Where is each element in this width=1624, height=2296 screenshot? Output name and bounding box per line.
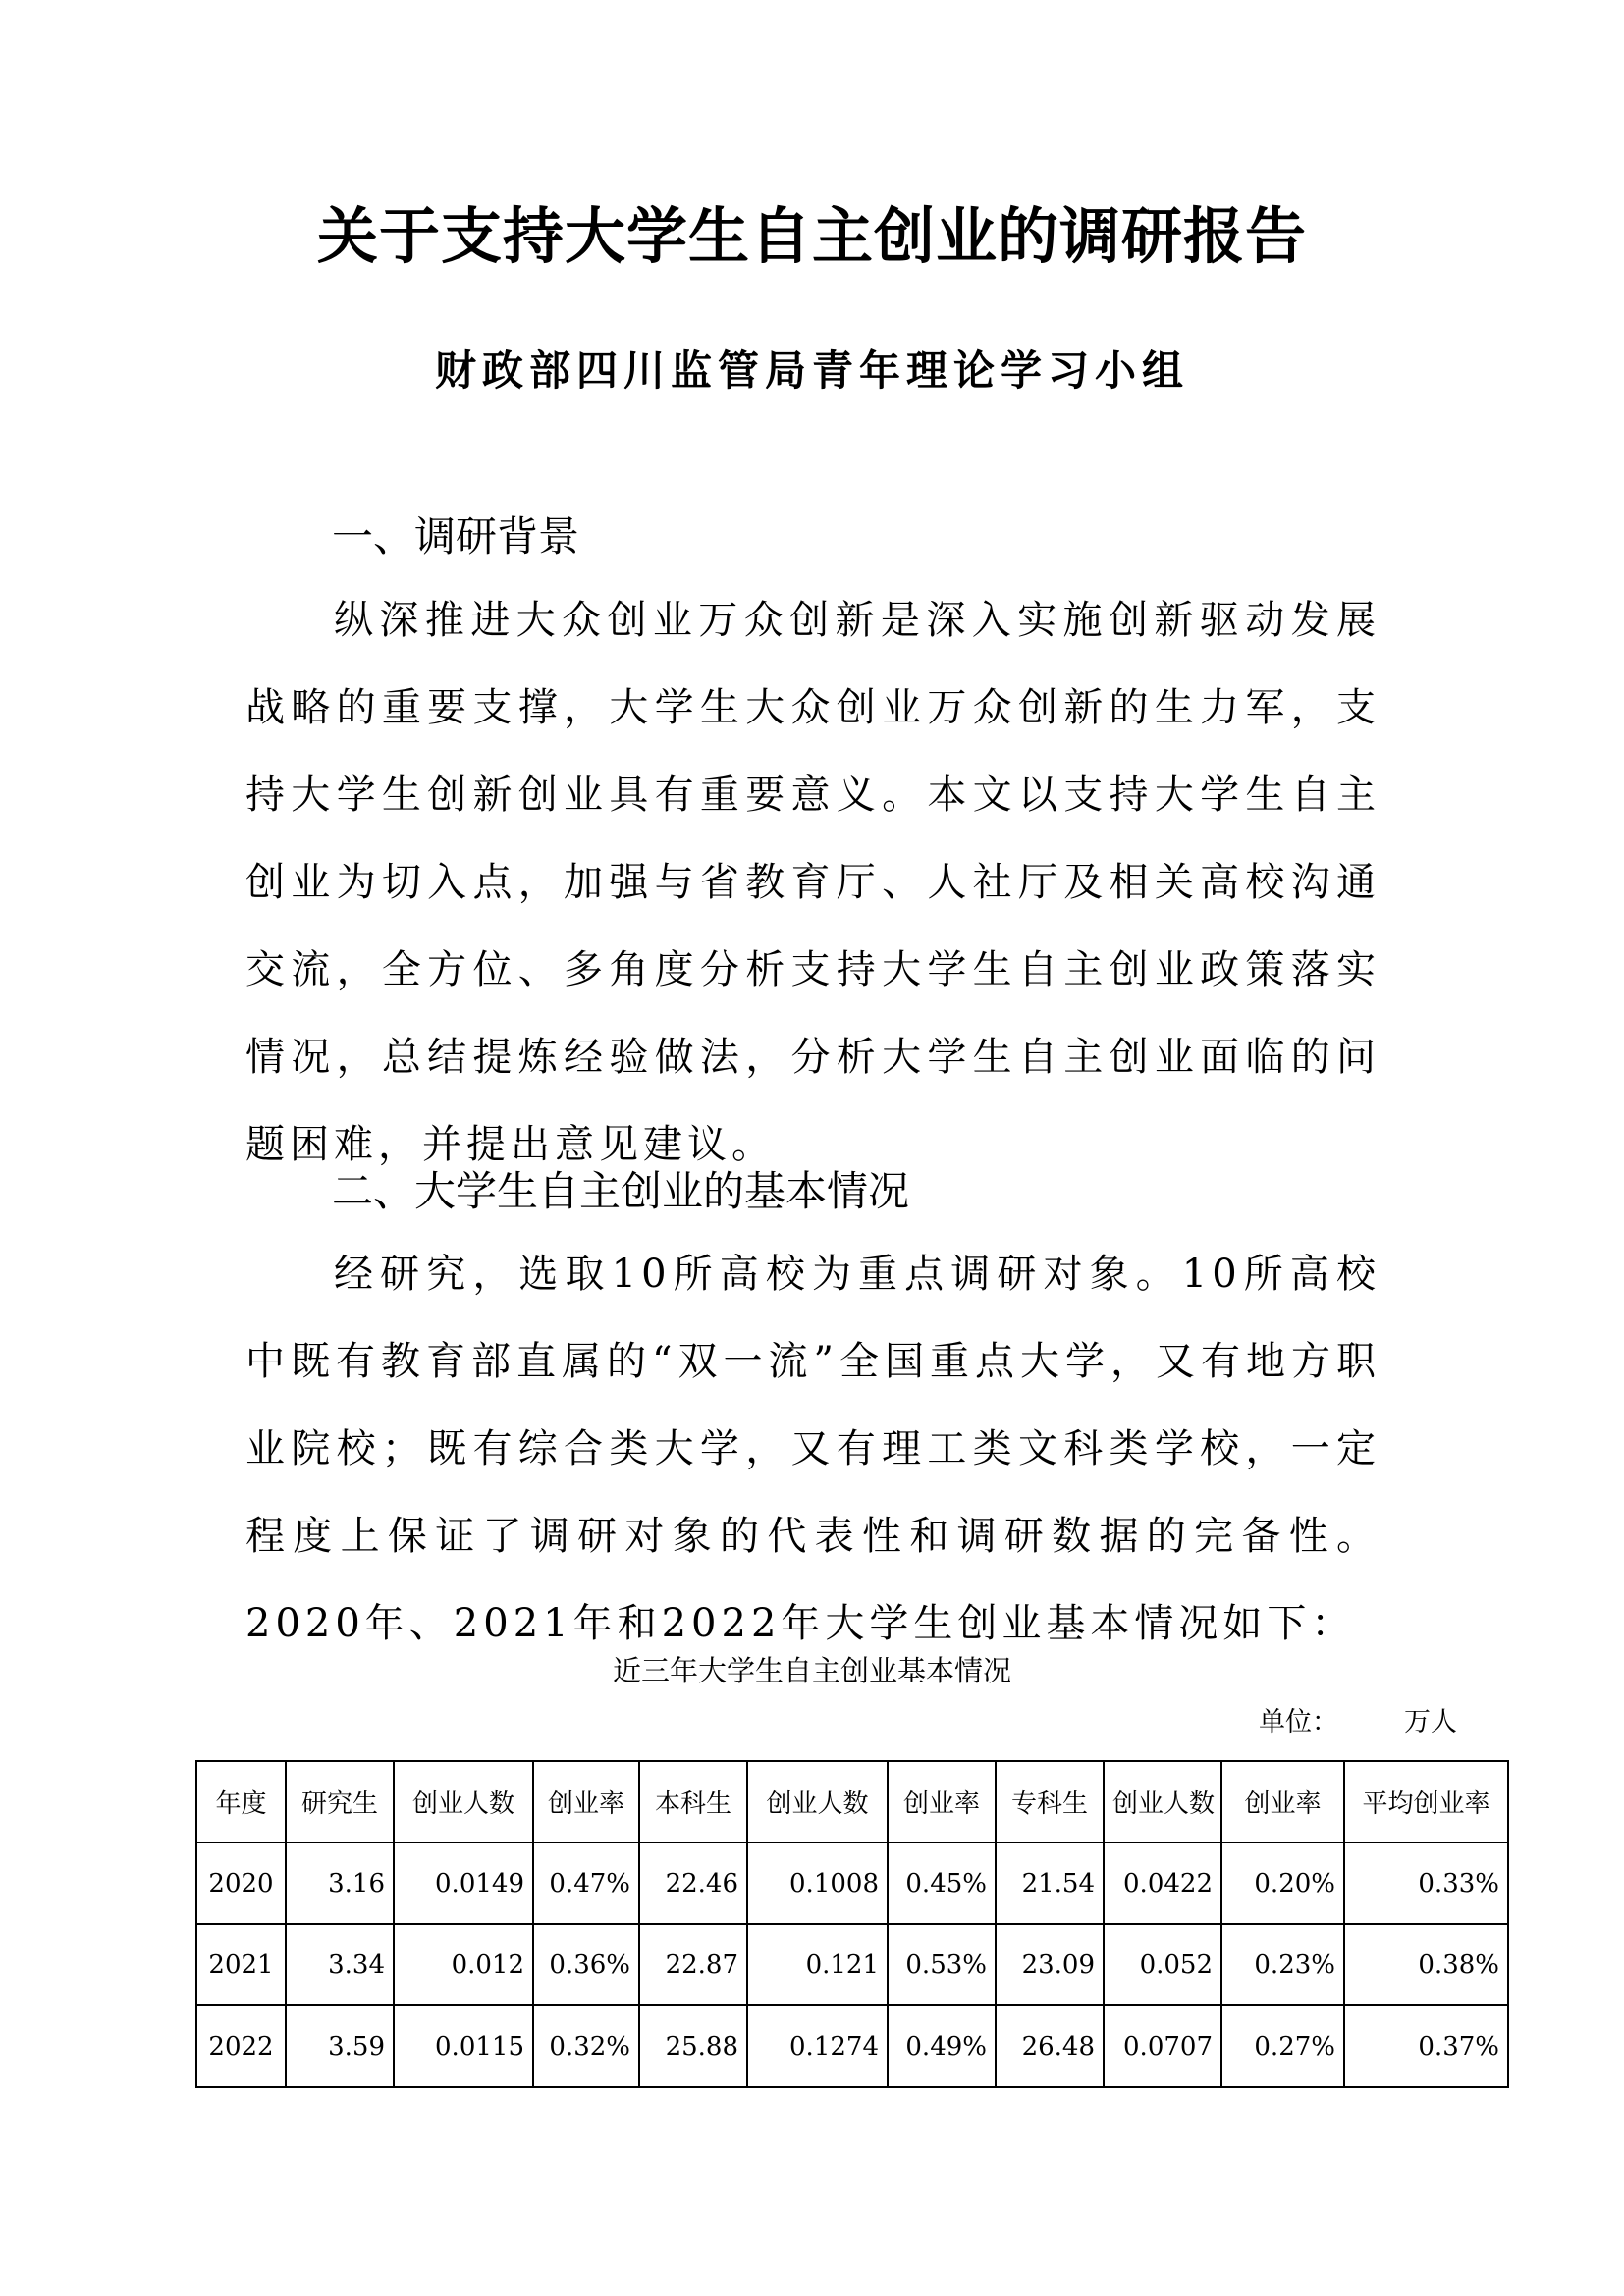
table-header-cell: 创业人数: [394, 1761, 533, 1842]
table-cell: 0.20%: [1221, 1842, 1344, 1924]
table-header-cell: 创业人数: [747, 1761, 888, 1842]
table-cell: 0.27%: [1221, 2005, 1344, 2087]
table-header-cell: 创业人数: [1104, 1761, 1221, 1842]
table-row: [196, 1842, 1508, 1924]
table-cell: 21.54: [996, 1842, 1104, 1924]
section-paragraph-background: 纵深推进大众创业万众创新是深入实施创新驱动发展战略的重要支撑，大学生大众创业万众创新的生力军，支持大学生创新创业具有重要意义。本文以支持大学生自主创业为切入点，加强与省教育厅、人社厅及相关高校沟通交流，全方位、多角度分析支持大学生自主创业政策落实情况，总结提炼经验做法，分析大学生自主创业面临的问题困难，并提出意见建议。: [245, 598, 1380, 1167]
table-cell: 2020: [196, 1842, 286, 1924]
document-author: 财政部四川监管局青年理论学习小组: [434, 347, 1189, 395]
table-header-cell: 创业率: [1221, 1761, 1344, 1842]
table-cell: 0.012: [394, 1924, 533, 2005]
table-cell: 0.1274: [747, 2005, 888, 2087]
table-cell: 0.32%: [533, 2005, 639, 2087]
table-cell: 0.0707: [1104, 2005, 1221, 2087]
table-cell: 0.53%: [888, 1924, 996, 2005]
table-cell: 0.37%: [1344, 2005, 1508, 2087]
table-cell: 0.0115: [394, 2005, 533, 2087]
table-cell: 25.88: [639, 2005, 747, 2087]
table-cell: 3.16: [286, 1842, 394, 1924]
table-cell: 22.46: [639, 1842, 747, 1924]
table-cell: 2022: [196, 2005, 286, 2087]
table-cell: 23.09: [996, 1924, 1104, 2005]
section-heading-background: 一、调研背景: [332, 512, 580, 561]
table-cell: 0.052: [1104, 1924, 1221, 2005]
table-cell: 0.49%: [888, 2005, 996, 2087]
startup-data-table: [195, 1760, 1509, 2088]
table-header-cell: 研究生: [286, 1761, 394, 1842]
table-cell: 0.36%: [533, 1924, 639, 2005]
table-cell: 0.38%: [1344, 1924, 1508, 2005]
table-caption: 近三年大学生自主创业基本情况: [612, 1654, 1011, 1687]
table-unit-label: 单位：: [1259, 1707, 1338, 1737]
table-cell: 2021: [196, 1924, 286, 2005]
section-heading-basic-situation: 二、大学生自主创业的基本情况: [332, 1167, 910, 1215]
table-header-cell: 专科生: [996, 1761, 1104, 1842]
table-cell: 3.34: [286, 1924, 394, 2005]
table-row: [196, 2005, 1508, 2087]
table-cell: 0.1008: [747, 1842, 888, 1924]
table-header-cell: 本科生: [639, 1761, 747, 1842]
table-cell: 0.0422: [1104, 1842, 1221, 1924]
table-cell: 3.59: [286, 2005, 394, 2087]
table-header-cell: 创业率: [533, 1761, 639, 1842]
table-header-row: [196, 1761, 1508, 1842]
table-unit-value: 万人: [1404, 1707, 1457, 1737]
table-row: [196, 1924, 1508, 2005]
table-cell: 22.87: [639, 1924, 747, 2005]
table-header-cell: 年度: [196, 1761, 286, 1842]
table-header-cell: 创业率: [888, 1761, 996, 1842]
section-paragraph-basic-situation: 经研究，选取10所高校为重点调研对象。10所高校中既有教育部直属的“双一流”全国重点大学，又有地方职业院校；既有综合类大学，又有理工类文科类学校，一定程度上保证了调研对象的代表性和调研数据的完备性。2020年、2021年和2022年大学生创业基本情况如下：: [245, 1252, 1380, 1646]
table-cell: 0.23%: [1221, 1924, 1344, 2005]
table-header-cell: 平均创业率: [1344, 1761, 1508, 1842]
table-cell: 0.33%: [1344, 1842, 1508, 1924]
table-cell: 26.48: [996, 2005, 1104, 2087]
table-cell: 0.0149: [394, 1842, 533, 1924]
table-cell: 0.47%: [533, 1842, 639, 1924]
table-cell: 0.121: [747, 1924, 888, 2005]
document-title: 关于支持大学生自主创业的调研报告: [316, 200, 1307, 272]
table-cell: 0.45%: [888, 1842, 996, 1924]
